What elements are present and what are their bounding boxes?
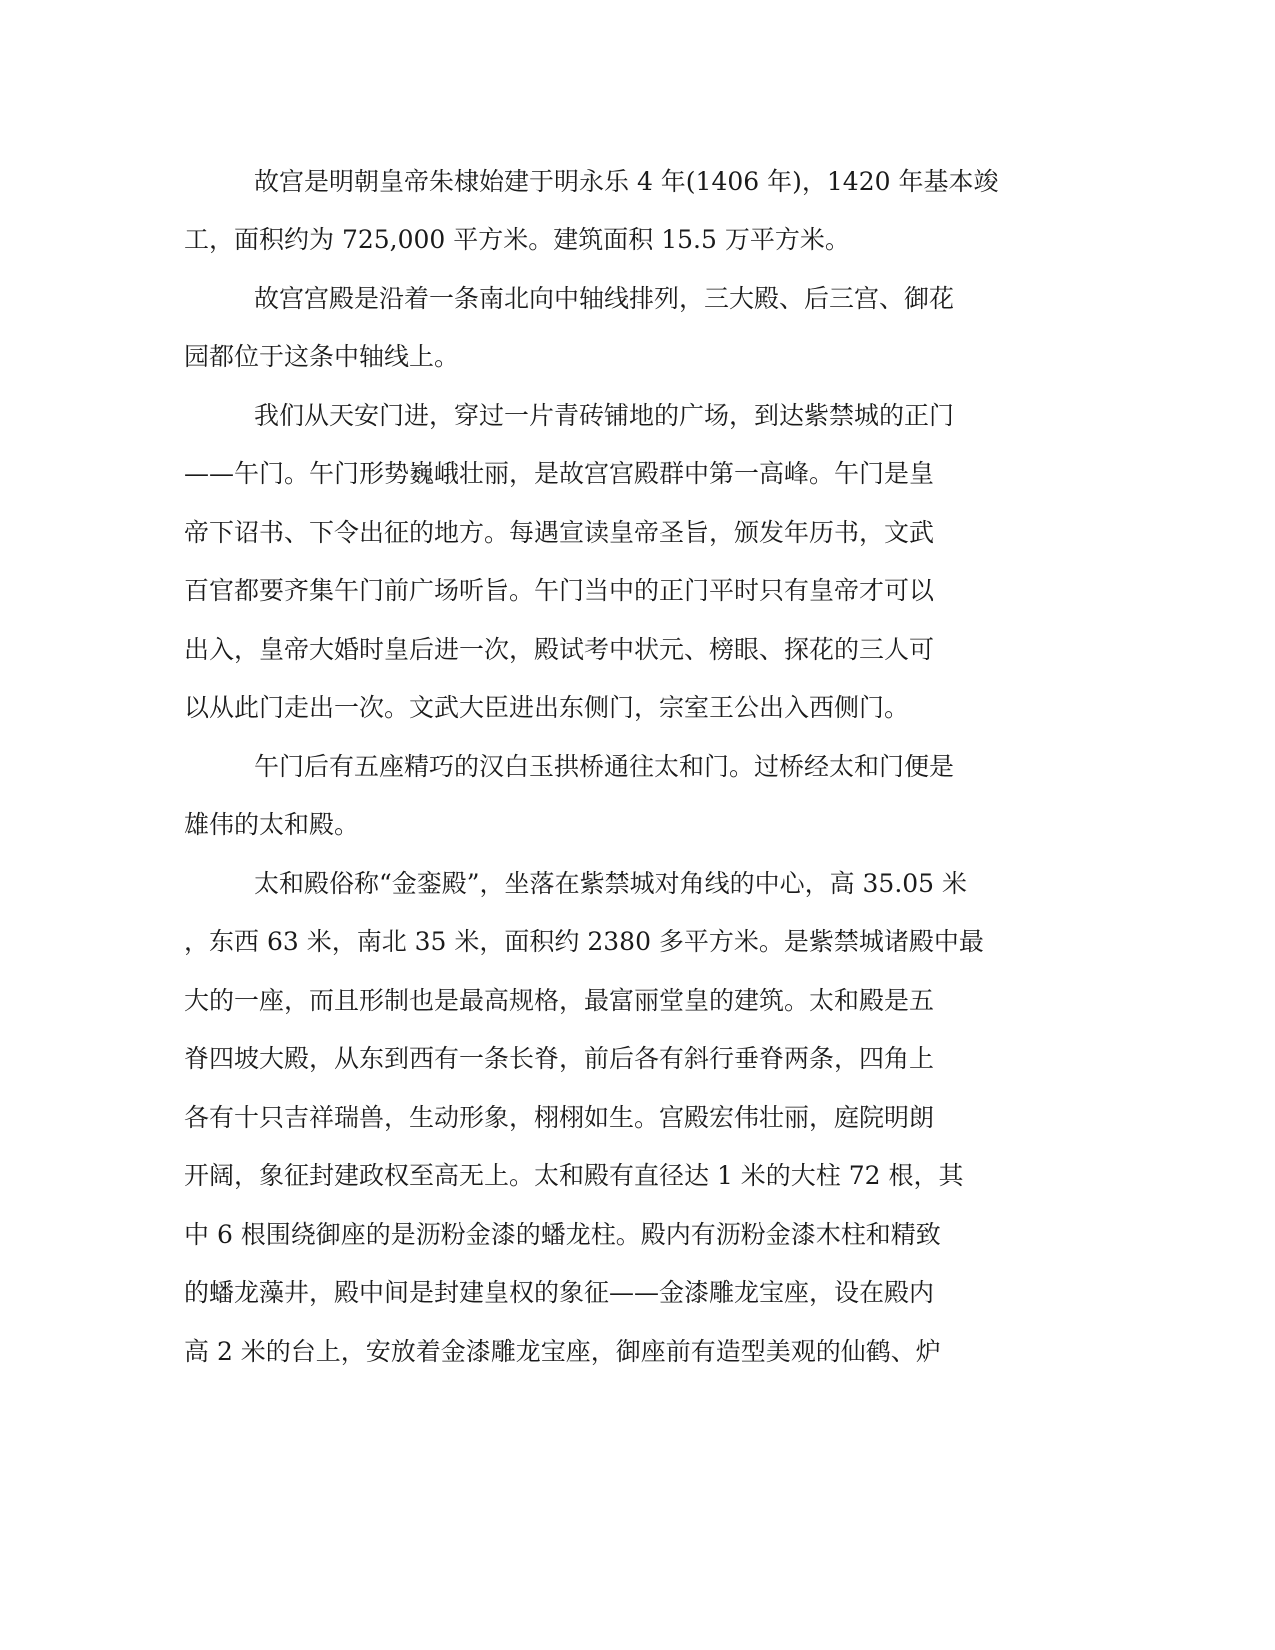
- text-line: 的蟠龙藻井，殿中间是封建皇权的象征——金漆雕龙宝座，设在殿内: [184, 1278, 935, 1307]
- text-line: 帝下诏书、下令出征的地方。每遇宣读皇帝圣旨，颁发年历书，文武: [184, 518, 935, 547]
- text-line: 我们从天安门进，穿过一片青砖铺地的广场，到达紫禁城的正门: [254, 401, 955, 430]
- text-line: 以从此门走出一次。文武大臣进出东侧门，宗室王公出入西侧门。: [184, 693, 910, 722]
- text-line: 午门后有五座精巧的汉白玉拱桥通往太和门。过桥经太和门便是: [254, 752, 955, 781]
- text-line: 开阔，象征封建政权至高无上。太和殿有直径达 1 米的大柱 72 根，其: [184, 1161, 964, 1190]
- text-line: 工，面积约为 725,000 平方米。建筑面积 15.5 万平方米。: [184, 225, 850, 254]
- text-line: 太和殿俗称“金銮殿”，坐落在紫禁城对角线的中心，高 35.05 米: [254, 869, 968, 898]
- text-line: ——午门。午门形势巍峨壮丽，是故宫宫殿群中第一高峰。午门是皇: [184, 459, 935, 488]
- text-line: 故宫是明朝皇帝朱棣始建于明永乐 4 年(1406 年)，1420 年基本竣: [254, 167, 999, 196]
- text-line: 园都位于这条中轴线上。: [184, 342, 460, 371]
- text-line: 大的一座，而且形制也是最高规格，最富丽堂皇的建筑。太和殿是五: [184, 986, 935, 1015]
- text-line: 各有十只吉祥瑞兽，生动形象，栩栩如生。宫殿宏伟壮丽，庭院明朗: [184, 1103, 935, 1132]
- text-line: 出入，皇帝大婚时皇后进一次，殿试考中状元、榜眼、探花的三人可: [184, 635, 935, 664]
- text-line: 中 6 根围绕御座的是沥粉金漆的蟠龙柱。殿内有沥粉金漆木柱和精致: [184, 1220, 941, 1249]
- text-line: ，东西 63 米，南北 35 米，面积约 2380 多平方米。是紫禁城诸殿中最: [184, 927, 984, 956]
- text-line: 脊四坡大殿，从东到西有一条长脊，前后各有斜行垂脊两条，四角上: [184, 1044, 935, 1073]
- text-line: 高 2 米的台上，安放着金漆雕龙宝座，御座前有造型美观的仙鹤、炉: [184, 1337, 941, 1366]
- text-line: 故宫宫殿是沿着一条南北向中轴线排列，三大殿、后三宫、御花: [254, 284, 955, 313]
- text-line: 百官都要齐集午门前广场听旨。午门当中的正门平时只有皇帝才可以: [184, 576, 935, 605]
- text-line: 雄伟的太和殿。: [184, 810, 360, 839]
